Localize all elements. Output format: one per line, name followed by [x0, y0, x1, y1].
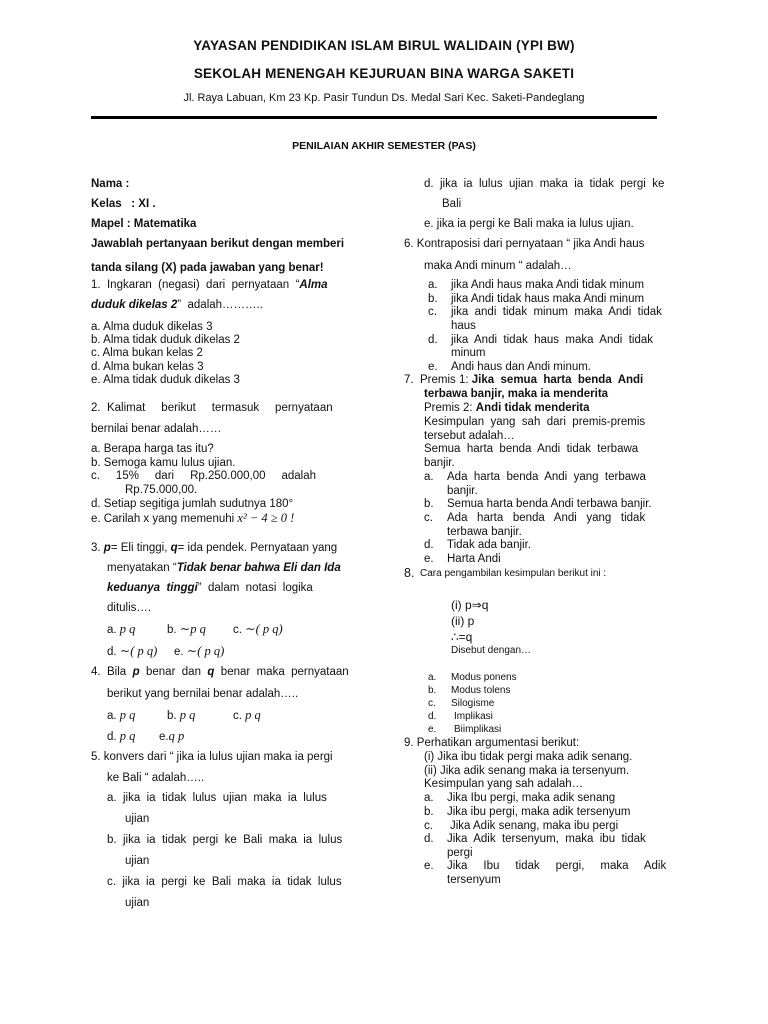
q2-option-c-cont: Rp.75.000,00. — [125, 484, 198, 496]
q8-stem: Cara pengambilan kesimpulan berikut ini : — [420, 568, 607, 579]
q2-stem: 2. Kalimat berikut termasuk pernyataan — [91, 402, 333, 414]
q7-option-e-letter: e. — [424, 553, 434, 565]
q6-option-c-cont: haus — [451, 320, 476, 332]
exam-title: PENILAIAN AKHIR SEMESTER (PAS) — [292, 140, 476, 152]
q2-inequality: x² − 4 ≥ 0 ! — [237, 511, 295, 525]
q9-option-d-cont: pergi — [447, 847, 473, 859]
q9-option-c[interactable]: Jika Adik senang, maka ibu pergi — [450, 820, 619, 832]
q5-option-b-cont: ujian — [125, 855, 150, 867]
header-divider — [91, 116, 657, 119]
q8-premise-ii: (ii) p — [451, 614, 475, 628]
q9-premise-ii: (ii) Jika adik senang maka ia tersenyum. — [424, 765, 630, 777]
q4-stem: 4. Bila p benar dan q benar maka pernyataan — [91, 666, 349, 678]
q9-option-d[interactable]: Jika Adik tersenyum, maka ibu tidak — [447, 833, 646, 845]
q2-option-a[interactable]: a. Berapa harga tas itu? — [91, 443, 214, 455]
q7-conclusion-cont: tersebut adalah… — [424, 430, 515, 442]
q6-option-c-letter: c. — [428, 306, 437, 318]
q3-option-b[interactable]: b. ∼p q — [167, 622, 206, 636]
q4-stem-2: berikut yang bernilai benar adalah….. — [107, 688, 299, 700]
q6-stem-2: maka Andi minum “ adalah… — [424, 260, 572, 272]
instruction-line-1: Jawablah pertanyaan berikut dengan memberi — [91, 238, 345, 250]
q9-stem: 9. Perhatikan argumentasi berikut: — [404, 737, 580, 749]
q7-statement-cont: banjir. — [424, 457, 455, 469]
q9-option-b-letter: b. — [424, 806, 434, 818]
q2-stem-2: bernilai benar adalah…… — [91, 423, 222, 435]
q6-option-c[interactable]: jika andi tidak minum maka Andi tidak — [451, 306, 662, 318]
q6-option-d-letter: d. — [428, 334, 438, 346]
q2-option-e[interactable]: e. Carilah x yang memenuhi x² − 4 ≥ 0 ! — [91, 511, 295, 525]
q1-option-e[interactable]: e. Alma tidak duduk dikelas 3 — [91, 374, 240, 386]
q8-conclusion: ∴=q — [451, 630, 473, 644]
q9-option-b[interactable]: Jika ibu pergi, maka adik tersenyum — [447, 806, 631, 818]
q1-option-a[interactable]: a. Alma duduk dikelas 3 — [91, 321, 213, 333]
q8-option-b-letter: b. — [428, 685, 437, 696]
q5-option-a[interactable]: a. jika ia tidak lulus ujian maka ia lulus — [107, 792, 327, 804]
q1-option-d[interactable]: d. Alma bukan kelas 3 — [91, 361, 204, 373]
q8-question: Disebut dengan… — [451, 645, 532, 656]
q9-option-c-letter: c. — [424, 820, 433, 832]
q8-option-b[interactable]: Modus tolens — [451, 685, 511, 696]
q4-option-c[interactable]: c. p q — [233, 708, 261, 722]
q3-stem-4: ditulis…. — [107, 602, 152, 614]
q2-option-d[interactable]: d. Setiap segitiga jumlah sudutnya 180° — [91, 498, 294, 510]
q2-option-c[interactable]: c. 15% dari Rp.250.000,00 adalah — [91, 470, 317, 482]
q3-option-a[interactable]: a. p q — [107, 622, 136, 636]
school-address: Jl. Raya Labuan, Km 23 Kp. Pasir Tundun Ds. Medal Sari Kec. Saketi-Pandeglang — [183, 92, 585, 104]
q7-option-c-cont: terbawa banjir. — [447, 526, 522, 538]
q9-conclusion: Kesimpulan yang sah adalah… — [424, 778, 584, 790]
q4-option-b[interactable]: b. p q — [167, 708, 196, 722]
q1-option-c[interactable]: c. Alma bukan kelas 2 — [91, 347, 203, 359]
foundation-name: YAYASAN PENDIDIKAN ISLAM BIRUL WALIDAIN (YPI BW) — [193, 38, 575, 53]
q5-stem-2: ke Bali “ adalah….. — [107, 772, 205, 784]
q9-option-e-cont: tersenyum — [447, 874, 501, 886]
q7-premise-2: Premis 2: Andi tidak menderita — [424, 402, 590, 414]
q7-option-c-letter: c. — [424, 512, 433, 524]
q7-option-b[interactable]: Semua harta benda Andi terbawa banjir. — [447, 498, 652, 510]
q5-option-c-cont: ujian — [125, 897, 150, 909]
q8-option-e-letter: e. — [428, 724, 437, 735]
q3-option-d[interactable]: d. ∼( p q) — [107, 644, 158, 658]
q6-option-e-letter: e. — [428, 361, 438, 373]
q5-stem: 5. konvers dari “ jika ia lulus ujian maka ia pergi — [91, 751, 333, 763]
q9-option-e-letter: e. — [424, 860, 434, 872]
q9-option-e[interactable]: Jika Ibu tidak pergi, maka Adik — [447, 860, 667, 872]
q8-number: 8. — [404, 566, 415, 580]
q2-option-b[interactable]: b. Semoga kamu lulus ujian. — [91, 457, 236, 469]
q7-option-a[interactable]: Ada harta benda Andi yang terbawa — [447, 471, 646, 483]
q6-option-a-letter: a. — [428, 279, 438, 291]
q5-option-c[interactable]: c. jika ia pergi ke Bali maka ia tidak lulus — [107, 876, 342, 888]
q7-option-a-cont: banjir. — [447, 485, 478, 497]
q4-option-e[interactable]: e.q p — [159, 729, 185, 743]
q6-option-a[interactable]: jika Andi haus maka Andi tidak minum — [451, 279, 645, 291]
q5-option-d[interactable]: d. jika ia lulus ujian maka ia tidak pergi ke — [424, 178, 665, 190]
instruction-line-2: tanda silang (X) pada jawaban yang benar! — [91, 262, 324, 274]
q8-option-d[interactable]: Implikasi — [454, 711, 493, 722]
q6-option-d-cont: minum — [451, 347, 486, 359]
q8-option-a-letter: a. — [428, 672, 437, 683]
q8-option-c[interactable]: Silogisme — [451, 698, 495, 709]
q8-option-d-letter: d. — [428, 711, 437, 722]
q3-stem-3: keduanya tinggi” dalam notasi logika — [107, 582, 313, 594]
subject-field-label: Mapel : Matematika — [91, 218, 197, 230]
q5-option-d-cont: Bali — [442, 198, 462, 210]
q4-option-a[interactable]: a. p q — [107, 708, 136, 722]
q1-stem: 1. Ingkaran (negasi) dari pernyataan “Alma — [91, 279, 328, 291]
class-field-label: Kelas : XI . — [91, 198, 156, 210]
q7-option-c[interactable]: Ada harta benda Andi yang tidak — [447, 512, 646, 524]
q7-statement: Semua harta benda Andi tidak terbawa — [424, 443, 639, 455]
q7-premise-1: 7. Premis 1: Jika semua harta benda Andi — [404, 374, 644, 386]
q7-premise-1-cont: terbawa banjir, maka ia menderita — [424, 388, 609, 400]
q3-stem-2: menyatakan “Tidak benar bahwa Eli dan Ida — [107, 562, 341, 574]
q8-option-e[interactable]: Biimplikasi — [454, 724, 502, 735]
q1-option-b[interactable]: b. Alma tidak duduk dikelas 2 — [91, 334, 240, 346]
q5-option-a-cont: ujian — [125, 813, 150, 825]
q6-stem: 6. Kontraposisi dari pernyataan “ jika Andi haus — [404, 238, 645, 250]
q9-option-d-letter: d. — [424, 833, 434, 845]
name-field-label: Nama : — [91, 178, 130, 190]
q9-option-a[interactable]: Jika Ibu pergi, maka adik senang — [447, 792, 616, 804]
q6-option-b[interactable]: jika Andi tidak haus maka Andi minum — [451, 293, 645, 305]
q7-option-d-letter: d. — [424, 539, 434, 551]
q3-stem: 3. p= Eli tinggi, q= ida pendek. Pernyataan yang — [91, 542, 338, 554]
q9-option-a-letter: a. — [424, 792, 434, 804]
q8-premise-i: (i) p⇒q — [451, 598, 489, 612]
q7-option-a-letter: a. — [424, 471, 434, 483]
q6-option-b-letter: b. — [428, 293, 438, 305]
q7-option-d[interactable]: Tidak ada banjir. — [447, 539, 531, 551]
q6-option-e[interactable]: Andi haus dan Andi minum. — [451, 361, 592, 373]
school-name: SEKOLAH MENENGAH KEJURUAN BINA WARGA SAKETI — [193, 66, 575, 81]
q6-option-d[interactable]: jika Andi tidak haus maka Andi tidak — [451, 334, 654, 346]
q5-option-e[interactable]: e. jika ia pergi ke Bali maka ia lulus ujian. — [424, 218, 634, 230]
q8-option-c-letter: c. — [428, 698, 436, 709]
q7-conclusion: Kesimpulan yang sah dari premis-premis — [424, 416, 646, 428]
q5-option-b[interactable]: b. jika ia tidak pergi ke Bali maka ia lulus — [107, 834, 343, 846]
q4-option-d[interactable]: d. p q — [107, 729, 136, 743]
q8-option-a[interactable]: Modus ponens — [451, 672, 517, 683]
q3-option-e[interactable]: e. ∼( p q) — [174, 644, 225, 658]
q7-option-b-letter: b. — [424, 498, 434, 510]
q9-premise-i: (i) Jika ibu tidak pergi maka adik senang. — [424, 751, 633, 763]
q7-option-e[interactable]: Harta Andi — [447, 553, 501, 565]
q1-stem-2: duduk dikelas 2” adalah……….. — [91, 299, 263, 311]
q3-option-c[interactable]: c. ∼( p q) — [233, 622, 283, 636]
